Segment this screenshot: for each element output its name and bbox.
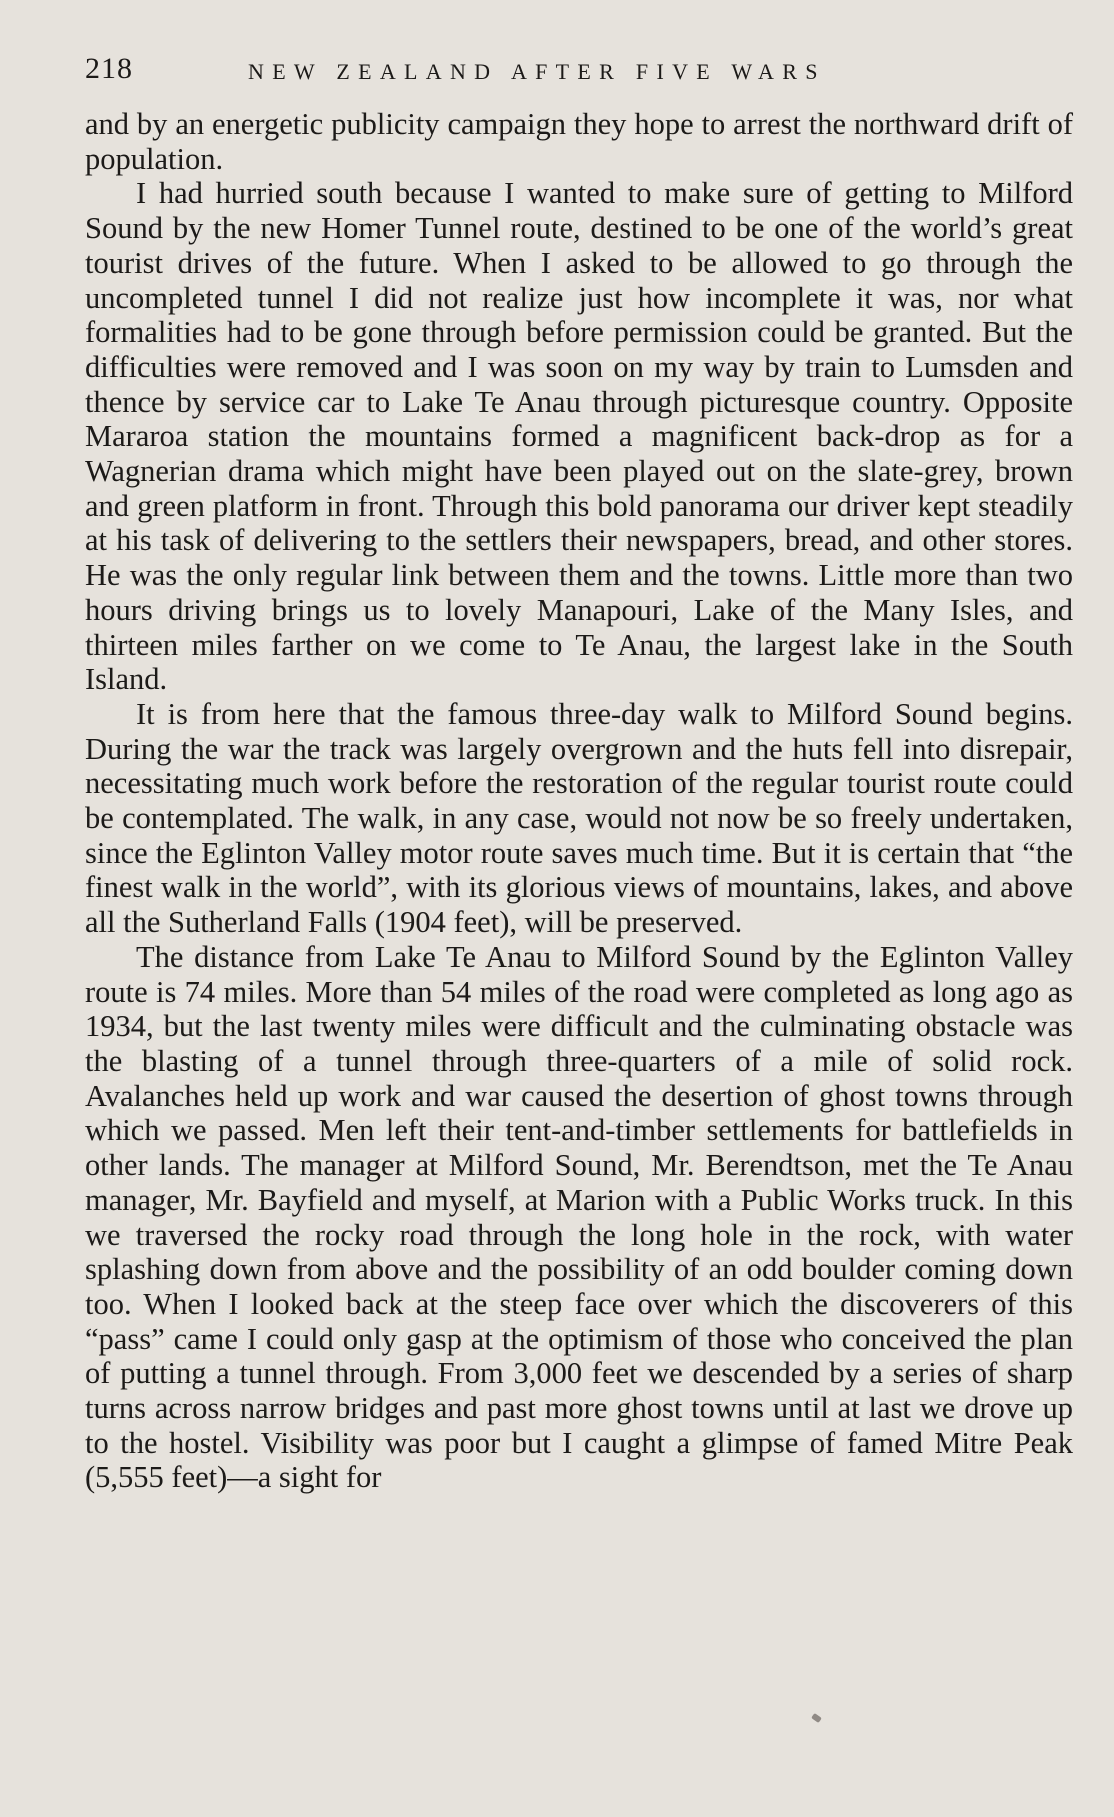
- body-text: [85, 107, 1073, 1495]
- running-head: NEW ZEALAND AFTER FIVE WARS: [248, 59, 826, 84]
- page-header: [85, 52, 1075, 92]
- paragraph-eglinton-route: The distance from Lake Te Anau to Milford Sound by the Eglinton Valley route is 74 miles. More than 54 miles of the road were completed as long ago as 1934, but the last twenty miles were difficult and the culminating obstacle was the blasting of a tunnel through three-quarters of a mile of solid rock. Avalanches held up work and war caused the desertion of ghost towns through which we passed. Men left their tent-and-timber settlements for battlefields in other lands. The manager at Milford Sound, Mr. Berendtson, met the Te Anau manager, Mr. Bayfield and myself, at Marion with a Public Works truck. In this we traversed the rocky road through the long hole in the rock, with water splashing down from above and the possibility of an odd boulder coming down too. When I looked back at the steep face over which the discoverers of this “pass” came I could only gasp at the optimism of those who conceived the plan of putting a tunnel through. From 3,000 feet we descended by a series of sharp turns across narrow bridges and past more ghost towns until at last we drove up to the hostel. Visibility was poor but I caught a glimpse of famed Mitre Peak (5,555 feet)—a sight for: [85, 939, 1073, 1495]
- page-number: 218: [85, 52, 133, 85]
- paragraph-milford-walk: It is from here that the famous three-day walk to Milford Sound begins. During the war the track was largely overgrown and the huts fell into disrepair, necessitating much work before the restoration of the regular tourist route could be contemplated. The walk, in any case, would not now be so freely undertaken, since the Eglinton Valley motor route saves much time. But it is certain that “the finest walk in the world”, with its glorious views of mountains, lakes, and above all the Sutherland Falls (1904 feet), will be preserved.: [85, 696, 1073, 940]
- paper-speck: [811, 1713, 822, 1723]
- paragraph-continuation: and by an energetic publicity campaign they hope to arrest the northward drift of population.: [85, 107, 1073, 176]
- paragraph-homer-tunnel: I had hurried south because I wanted to make sure of getting to Milford Sound by the new Homer Tunnel route, destined to be one of the world’s great tourist drives of the future. When I asked to be allowed to go through the uncompleted tunnel I did not realize just how incomplete it was, nor what formalities had to be gone through before permission could be granted. But the difficulties were removed and I was soon on my way by train to Lumsden and thence by service car to Lake Te Anau through picturesque country. Opposite Mararoa station the mountains formed a magnificent back-drop as for a Wagnerian drama which might have been played out on the slate-grey, brown and green platform in front. Through this bold panorama our driver kept steadily at his task of delivering to the settlers their newspapers, bread, and other stores. He was the only regular link between them and the towns. Little more than two hours driving brings us to lovely Manapouri, Lake of the Many Isles, and thirteen miles farther on we come to Te Anau, the largest lake in the South Island.: [85, 176, 1073, 697]
